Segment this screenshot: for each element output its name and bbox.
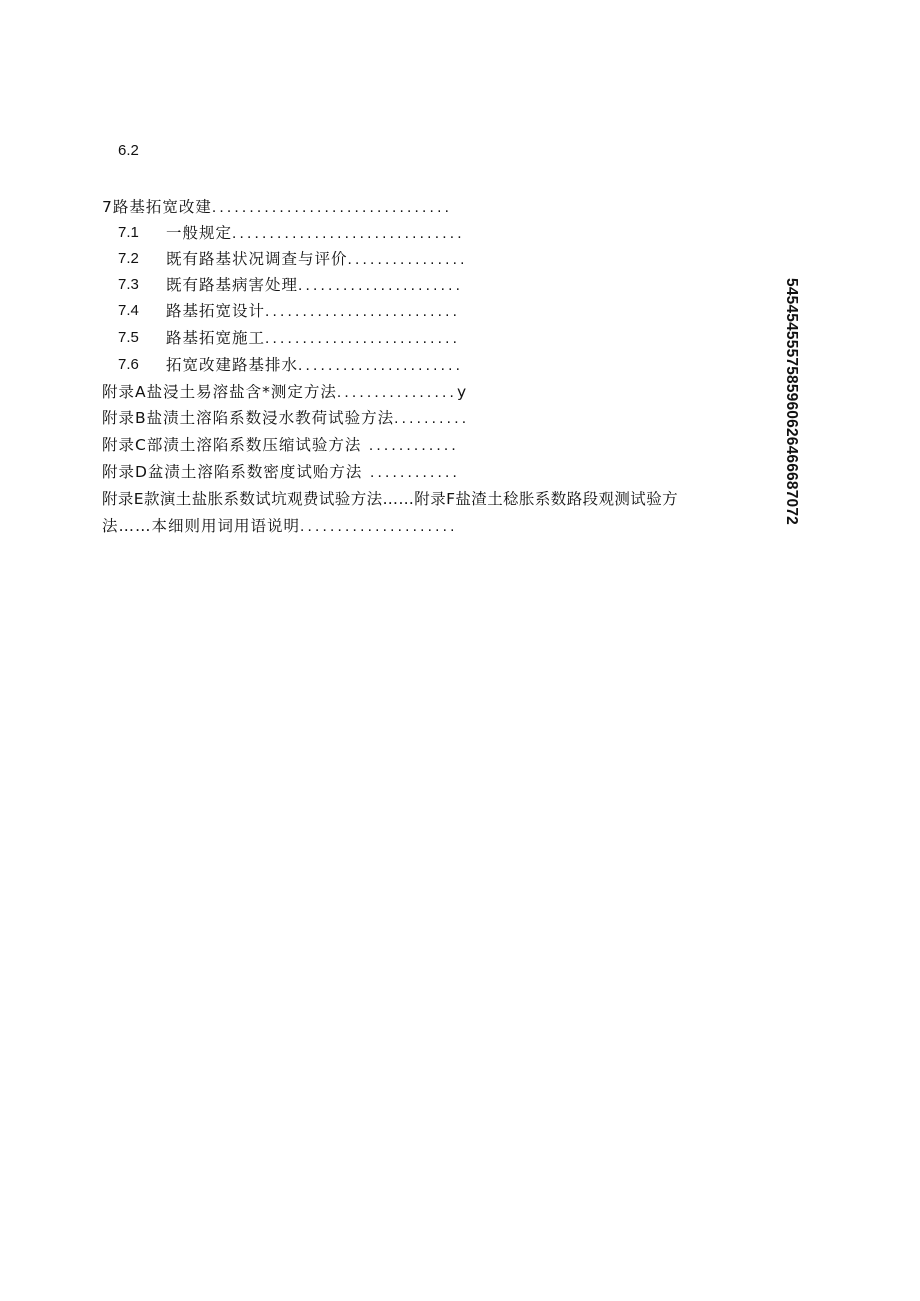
- toc-entry-title: 路基拓宽设计..........................: [166, 302, 461, 320]
- toc-entry-title: 既有路基病害处理......................: [166, 276, 464, 294]
- toc-entry-title: 法……本细则用词用语说明.....................: [102, 517, 458, 535]
- toc-entry-title: 路基拓宽施工..........................: [166, 329, 461, 347]
- toc-entry-number: 7.4: [118, 302, 139, 319]
- toc-leader-dots: ......................: [298, 277, 464, 294]
- toc-entry-title: 附录D盆渍土溶陷系数密度试贻方法 ............: [102, 463, 461, 481]
- toc-entry-number: 7.6: [118, 356, 139, 373]
- toc-leader-dots: ................: [347, 251, 468, 268]
- toc-page-marker: y: [456, 383, 468, 401]
- toc-leader-dots: ................: [336, 384, 457, 401]
- toc-entry-number: 6.2: [118, 142, 139, 159]
- toc-entry-number: 7.2: [118, 250, 139, 267]
- page-numbers-column: 5454545557585960626466687072: [783, 278, 800, 525]
- toc-entry-title: 附录C部渍土溶陷系数压缩试验方法 ............: [102, 436, 459, 454]
- toc-leader-dots: .....................: [300, 518, 458, 535]
- toc-entry-title: 7路基拓宽改建................................: [102, 198, 453, 216]
- toc-leader-dots: ................................: [211, 199, 453, 216]
- toc-entry-title: 附录B盐渍土溶陷系数浸水教荷试验方法..........: [102, 409, 470, 427]
- toc-entry-title: 附录A盐浸土易溶盐含*测定方法................y: [102, 383, 468, 401]
- toc-entry-number: 7.3: [118, 276, 139, 293]
- toc-leader-dots: ......................: [298, 357, 464, 374]
- toc-leader-dots: ..........................: [265, 303, 461, 320]
- toc-entry-number: 7.5: [118, 329, 139, 346]
- toc-leader-dots: ............: [361, 437, 459, 454]
- toc-entry-title: 拓宽改建路基排水......................: [166, 356, 464, 374]
- toc-entry-title: 一般规定...............................: [166, 224, 465, 242]
- toc-entry-number: 7.1: [118, 224, 139, 241]
- toc-entry-title: 既有路基状况调查与评价................: [166, 250, 468, 268]
- toc-leader-dots: ..........................: [265, 330, 461, 347]
- toc-entry-title: 附录E款演土盐胀系数试坑观费试验方法……附录F盐渣土稔胀系数路段观测试验方: [102, 490, 679, 508]
- toc-leader-dots: ............: [362, 464, 461, 481]
- toc-leader-dots: ..........: [394, 410, 470, 427]
- toc-leader-dots: ...............................: [232, 225, 465, 242]
